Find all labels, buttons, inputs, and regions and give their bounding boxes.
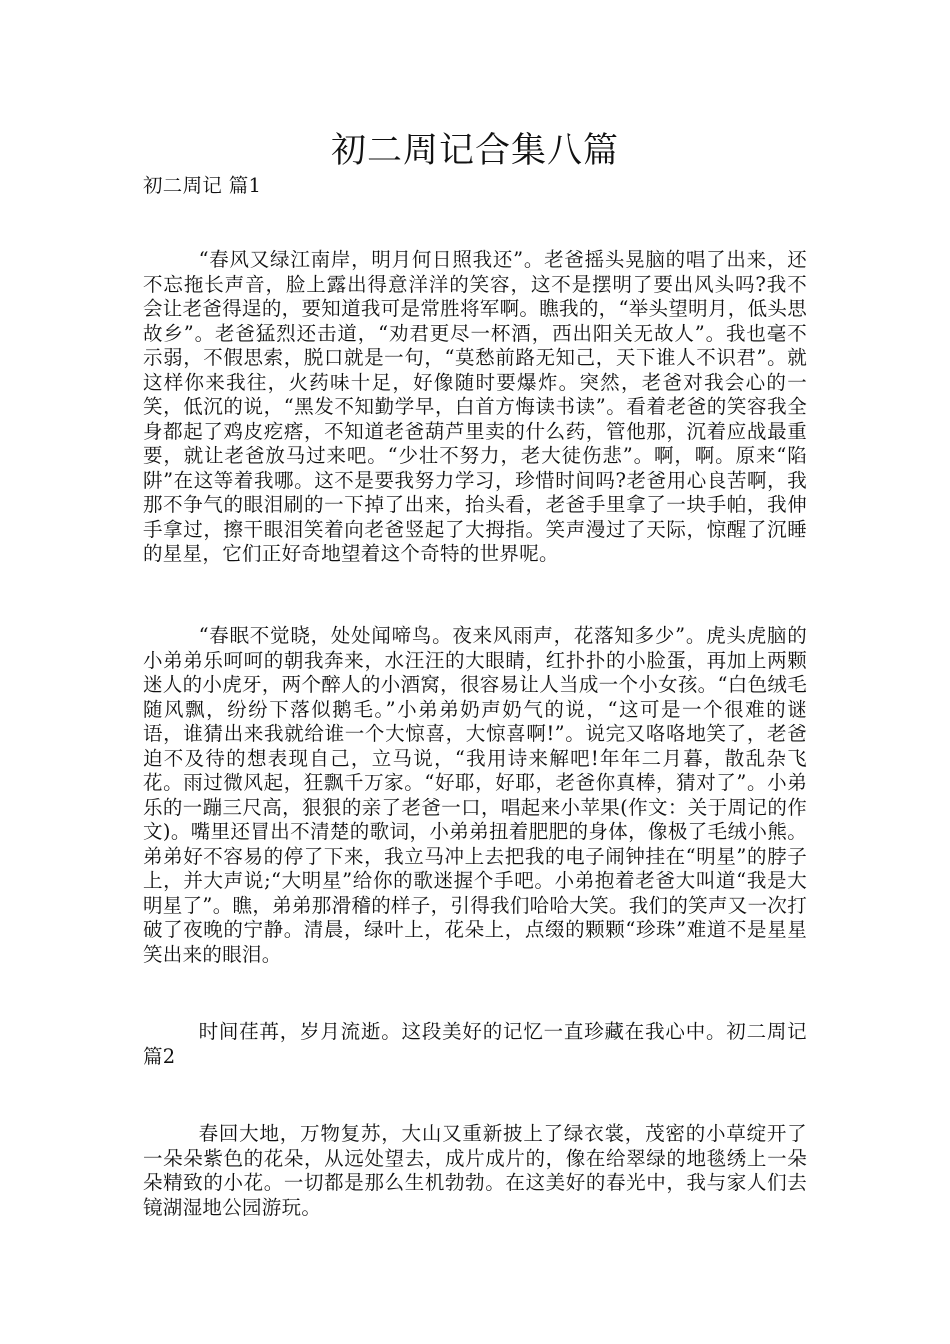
paragraph-2: “春眠不觉晓，处处闻啼鸟。夜来风雨声，花落知多少”。虎头虎脑的小弟弟乐呵呵的朝我奔来，水汪汪的大眼睛，红扑扑的小脸蛋，再加上两颗迷人的小虎牙，两个醉人的小酒窝，很容易让人当成一个小女孩。“白色绒毛随风飘，纷纷下落似鹅毛。”小弟弟奶声奶气的说，“这可是一个很难的谜语，谁猜出来我就给谁一个大惊喜，大惊喜啊!”。说完又咯咯地笑了，老爸迫不及待的想表现自己，立马说，“我用诗来解吧!年年二月暮，散乱杂飞花。雨过微风起，狂飘千万家。“好耶，好耶，老爸你真棒，猜对了”。小弟乐的一蹦三尺高，狠狠的亲了老爸一口，唱起来小苹果(作文：关于周记的作文)。嘴里还冒出不清楚的歌词，小弟弟扭着肥肥的身体，像极了毛绒小熊。弟弟好不容易的停了下来，我立马冲上去把我的电子闹钟挂在“明星”的脖子上，并大声说;“大明星”给你的歌迷握个手吧。小弟抱着老爸大叫道“我是大明星了”。瞧，弟弟那滑稽的样子，引得我们哈哈大笑。我们的笑声又一次打破了夜晚的宁静。清晨，绿叶上，花朵上，点缀的颗颗“珍珠”难道不是星星笑出来的眼泪。 [143,624,807,966]
paragraph-3: 时间荏苒，岁月流逝。这段美好的记忆一直珍藏在我心中。初二周记 篇2 [143,1020,807,1068]
paragraph-1: “春风又绿江南岸，明月何日照我还”。老爸摇头晃脑的唱了出来，还不忘拖长声音，脸上露出得意洋洋的笑容，这不是摆明了要出风头吗?我不会让老爸得逞的，要知道我可是常胜将军啊。瞧我的，“举头望明月，低头思故乡”。老爸猛烈还击道，“劝君更尽一杯酒，西出阳关无故人”。我也毫不示弱，不假思索，脱口就是一句，“莫愁前路无知己，天下谁人不识君”。就这样你来我往，火药味十足，好像随时要爆炸。突然，老爸对我会心的一笑，低沉的说，“黑发不知勤学早，白首方悔读书读”。看着老爸的笑容我全身都起了鸡皮疙瘩，不知道老爸葫芦里卖的什么药，管他那，沉着应战最重要，就让老爸放马过来吧。“少壮不努力，老大徒伤悲”。啊，啊。原来“陷阱”在这等着我哪。这不是要我努力学习，珍惜时间吗?老爸用心良苦啊，我那不争气的眼泪刷的一下掉了出来，抬头看，老爸手里拿了一块手帕，我伸手拿过，擦干眼泪笑着向老爸竖起了大拇指。笑声漫过了天际，惊醒了沉睡的星星，它们正好奇地望着这个奇特的世界呢。 [143,248,807,565]
document-title: 初二周记合集八篇 [330,131,619,171]
essay-heading-1: 初二周记 篇1 [143,174,262,197]
paragraph-4: 春回大地，万物复苏，大山又重新披上了绿衣裳，茂密的小草绽开了一朵朵紫色的花朵，从远处望去，成片成片的，像在给翠绿的地毯绣上一朵朵精致的小花。一切都是那么生机勃勃。在这美好的春光中，我与家人们去镜湖湿地公园游玩。 [143,1122,807,1219]
